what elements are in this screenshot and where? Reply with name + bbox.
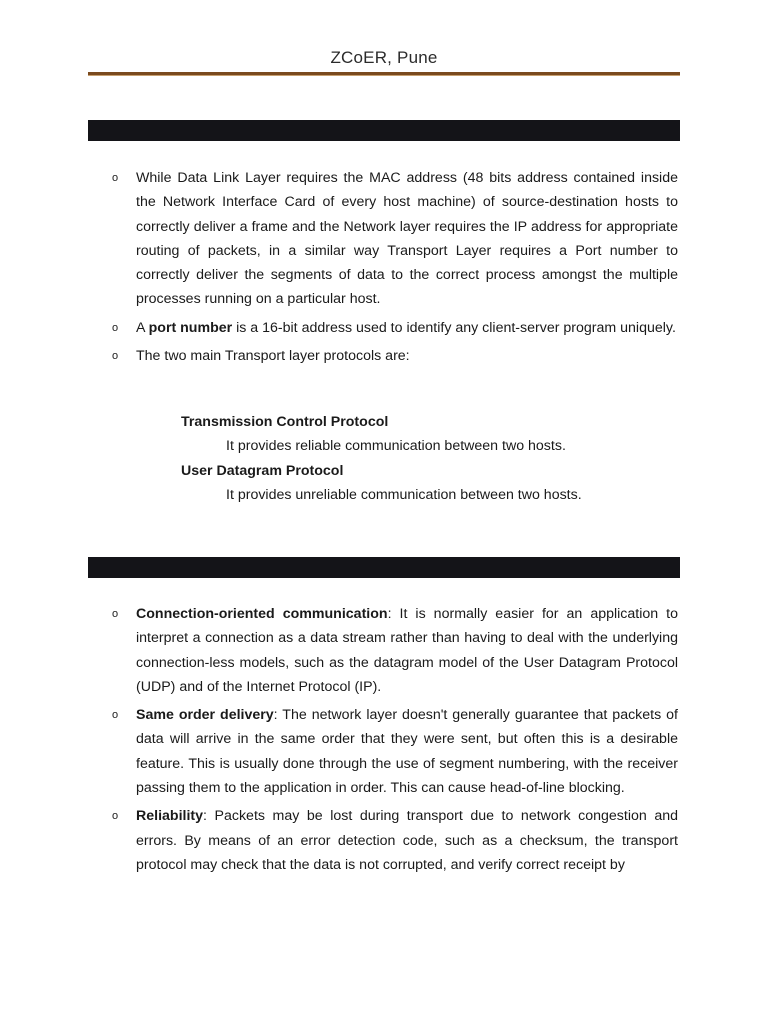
bullet-text: While Data Link Layer requires the MAC address (48 bits address contained inside the Network Interface Card of every host machine) of source-destination hosts to correctly deliver a frame and the Network layer requires the IP address for appropriate routing of packets, in a similar way Transport Layer requires a Port number to correctly deliver the segments of data to the correct process amongst the multiple processes running on a particular host. <box>136 170 678 308</box>
bullet-text: : Packets may be lost during transport due to network congestion and errors. By means of an error detection code, such as a checksum, the transport protocol may check that the data is not corrupted, and verify correct receipt by <box>136 808 678 873</box>
protocol-name-udp: User Datagram Protocol <box>181 462 344 479</box>
section-heading-bar-1 <box>88 120 680 141</box>
list-item <box>0 804 678 877</box>
bullet-text: : It is normally easier for an application to interpret a connection as a data stream rather than having to deal with the underlying connection-less models, such as the datagram model of the User Datagram Protocol (UDP) and of the Internet Protocol (IP). <box>136 606 678 695</box>
list-item <box>0 703 678 800</box>
bullet-bold-term: port number <box>148 319 233 336</box>
section2-bullet-list <box>0 602 768 881</box>
page-header-title: ZCoER, Pune <box>330 48 438 67</box>
bullet-marker-icon: o <box>112 810 119 823</box>
bullet-marker-icon: o <box>112 321 119 334</box>
section-heading-bar-2 <box>88 557 680 578</box>
protocol-name-tcp: Transmission Control Protocol <box>181 414 389 430</box>
bullet-marker-icon: o <box>112 608 119 620</box>
list-item <box>0 602 678 699</box>
protocol-desc-udp: It provides unreliable communication between two hosts. <box>226 486 582 503</box>
list-item <box>0 166 678 312</box>
list-item <box>0 344 678 368</box>
list-item <box>0 316 678 340</box>
bullet-prefix: A <box>136 319 149 336</box>
bullet-text: The two main Transport layer protocols are: <box>136 348 410 365</box>
bullet-marker-icon: o <box>112 350 119 363</box>
bullet-marker-icon: o <box>112 709 119 722</box>
section1-bullet-list <box>0 166 768 372</box>
bullet-bold-term: Same order delivery <box>136 707 274 724</box>
header-divider <box>88 72 680 76</box>
bullet-bold-term: Connection-oriented communication <box>136 606 388 622</box>
protocol-desc-tcp: It provides reliable communication between two hosts. <box>226 438 566 455</box>
bullet-text: : The network layer doesn't generally guarantee that packets of data will arrive in the same order that they were sent, but often this is a desirable feature. This is usually done through the use of segment numbering, with the receiver passing them to the application in order. This can cause head-of-line blocking. <box>136 707 678 797</box>
bullet-marker-icon: o <box>112 172 119 184</box>
bullet-bold-term: Reliability <box>136 808 204 825</box>
bullet-text: is a 16-bit address used to identify any client-server program uniquely. <box>232 319 676 336</box>
protocol-list <box>181 410 661 507</box>
